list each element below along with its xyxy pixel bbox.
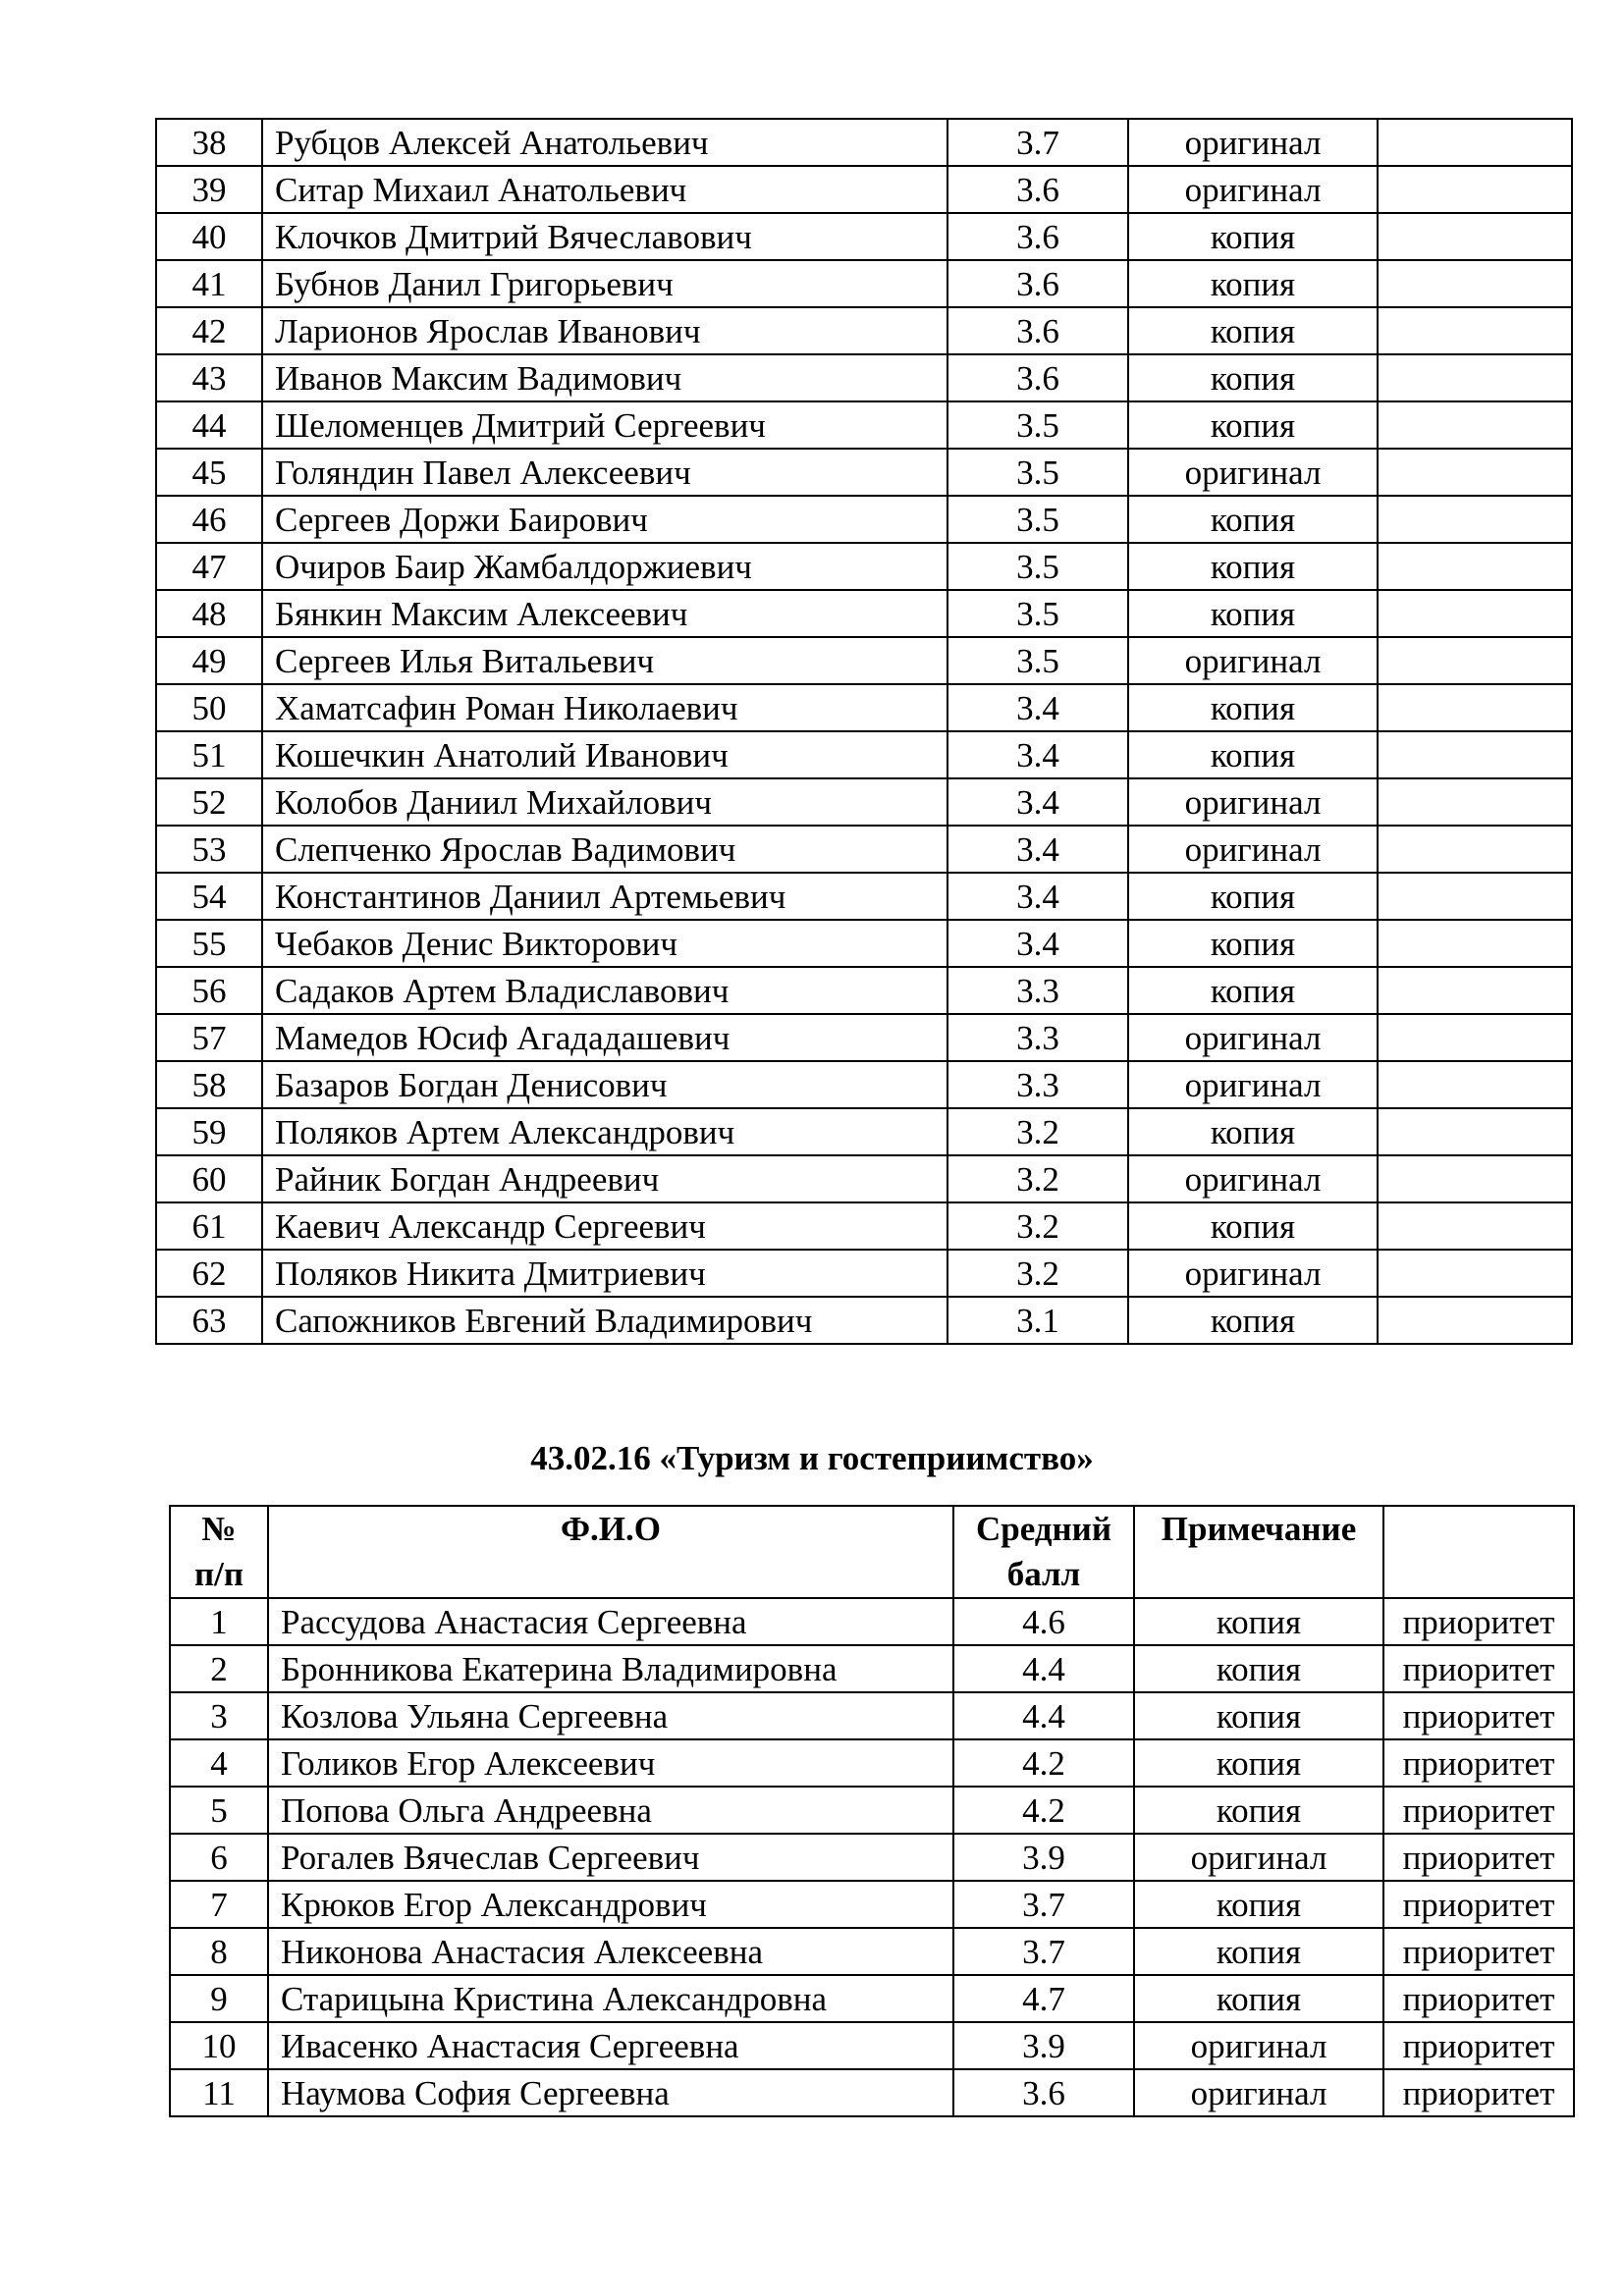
row-number: 56 <box>156 967 262 1014</box>
average-score: 3.6 <box>947 166 1128 213</box>
row-number: 57 <box>156 1014 262 1061</box>
priority-mark <box>1378 401 1572 449</box>
table-row <box>156 119 1572 166</box>
tourism-table-body <box>170 1598 1574 2116</box>
priority-mark <box>1378 1250 1572 1297</box>
full-name: Сергеев Илья Витальевич <box>262 637 947 684</box>
table-row <box>170 1645 1574 1692</box>
full-name: Старицына Кристина Александровна <box>268 1975 953 2022</box>
average-score: 3.6 <box>947 260 1128 307</box>
average-score: 3.7 <box>947 119 1128 166</box>
section-title: 43.02.16 «Туризм и гостеприимство» <box>530 1439 1094 1477</box>
average-score: 3.5 <box>947 543 1128 590</box>
document-note: оригинал <box>1134 1834 1383 1881</box>
full-name: Бубнов Данил Григорьевич <box>262 260 947 307</box>
table-row <box>156 637 1572 684</box>
full-name: Попова Ольга Андреевна <box>268 1787 953 1834</box>
full-name: Голиков Егор Алексеевич <box>268 1739 953 1787</box>
priority-mark <box>1378 590 1572 637</box>
document-note: оригинал <box>1128 166 1378 213</box>
average-score: 4.2 <box>953 1787 1134 1834</box>
priority-mark <box>1378 543 1572 590</box>
table-header <box>170 1506 1574 1598</box>
document-note: копия <box>1128 873 1378 920</box>
row-number: 40 <box>156 213 262 260</box>
row-number: 5 <box>170 1787 268 1834</box>
full-name: Чебаков Денис Викторович <box>262 920 947 967</box>
priority-mark: приоритет <box>1383 1881 1574 1928</box>
full-name: Рогалев Вячеслав Сергеевич <box>268 1834 953 1881</box>
document-note: копия <box>1134 1787 1383 1834</box>
priority-mark <box>1378 873 1572 920</box>
priority-mark <box>1378 637 1572 684</box>
document-note: копия <box>1134 1645 1383 1692</box>
table-row <box>156 307 1572 354</box>
average-score: 3.5 <box>947 590 1128 637</box>
priority-mark <box>1378 119 1572 166</box>
table-row <box>156 873 1572 920</box>
full-name: Рубцов Алексей Анатольевич <box>262 119 947 166</box>
table-row <box>170 1739 1574 1787</box>
average-score: 4.2 <box>953 1739 1134 1787</box>
table-row <box>156 1155 1572 1202</box>
table-row <box>156 496 1572 543</box>
row-number: 7 <box>170 1881 268 1928</box>
document-note: копия <box>1128 684 1378 731</box>
document-note: копия <box>1128 496 1378 543</box>
full-name: Садаков Артем Владиславович <box>262 967 947 1014</box>
row-number: 60 <box>156 1155 262 1202</box>
header-name: Ф.И.О <box>268 1506 953 1598</box>
table-row <box>156 1014 1572 1061</box>
row-number: 48 <box>156 590 262 637</box>
document-note: копия <box>1134 1739 1383 1787</box>
average-score: 3.3 <box>947 1014 1128 1061</box>
full-name: Колобов Даниил Михайлович <box>262 778 947 826</box>
average-score: 3.4 <box>947 731 1128 778</box>
table-row <box>170 1834 1574 1881</box>
table-row <box>170 1787 1574 1834</box>
row-number: 44 <box>156 401 262 449</box>
full-name: Ивасенко Анастасия Сергеевна <box>268 2022 953 2069</box>
average-score: 3.7 <box>953 1881 1134 1928</box>
document-note: оригинал <box>1134 2022 1383 2069</box>
header-priority <box>1383 1506 1574 1598</box>
full-name: Иванов Максим Вадимович <box>262 354 947 401</box>
table-row <box>156 684 1572 731</box>
row-number: 59 <box>156 1108 262 1155</box>
average-score: 3.6 <box>953 2069 1134 2116</box>
priority-mark <box>1378 1108 1572 1155</box>
full-name: Рассудова Анастасия Сергеевна <box>268 1598 953 1645</box>
row-number: 6 <box>170 1834 268 1881</box>
document-note: оригинал <box>1134 2069 1383 2116</box>
priority-mark <box>1378 307 1572 354</box>
priority-mark: приоритет <box>1383 1834 1574 1881</box>
row-number: 38 <box>156 119 262 166</box>
priority-mark <box>1378 778 1572 826</box>
full-name: Бронникова Екатерина Владимировна <box>268 1645 953 1692</box>
table-row <box>156 590 1572 637</box>
full-name: Очиров Баир Жамбалдоржиевич <box>262 543 947 590</box>
priority-mark <box>1378 496 1572 543</box>
row-number: 49 <box>156 637 262 684</box>
document-note: копия <box>1128 967 1378 1014</box>
table-row <box>156 778 1572 826</box>
full-name: Кошечкин Анатолий Иванович <box>262 731 947 778</box>
table-row <box>170 2022 1574 2069</box>
average-score: 3.2 <box>947 1108 1128 1155</box>
average-score: 3.5 <box>947 449 1128 496</box>
average-score: 3.2 <box>947 1155 1128 1202</box>
priority-mark <box>1378 213 1572 260</box>
full-name: Ситар Михаил Анатольевич <box>262 166 947 213</box>
full-name: Шеломенцев Дмитрий Сергеевич <box>262 401 947 449</box>
average-score: 3.5 <box>947 496 1128 543</box>
row-number: 51 <box>156 731 262 778</box>
average-score: 4.7 <box>953 1975 1134 2022</box>
average-score: 3.6 <box>947 213 1128 260</box>
row-number: 39 <box>156 166 262 213</box>
document-note: копия <box>1128 213 1378 260</box>
table-row <box>170 1598 1574 1645</box>
document-note: копия <box>1128 260 1378 307</box>
header-score: Средний балл <box>953 1506 1134 1598</box>
full-name: Поляков Никита Дмитриевич <box>262 1250 947 1297</box>
priority-mark <box>1378 260 1572 307</box>
row-number: 3 <box>170 1692 268 1739</box>
row-number: 50 <box>156 684 262 731</box>
full-name: Райник Богдан Андреевич <box>262 1155 947 1202</box>
table-row <box>156 543 1572 590</box>
row-number: 11 <box>170 2069 268 2116</box>
document-note: оригинал <box>1128 778 1378 826</box>
row-number: 58 <box>156 1061 262 1108</box>
average-score: 3.4 <box>947 920 1128 967</box>
table-row <box>170 1881 1574 1928</box>
priority-mark: приоритет <box>1383 1598 1574 1645</box>
row-number: 55 <box>156 920 262 967</box>
average-score: 3.4 <box>947 873 1128 920</box>
document-note: копия <box>1128 354 1378 401</box>
priority-mark <box>1378 354 1572 401</box>
document-note: копия <box>1134 1692 1383 1739</box>
table-row <box>170 1975 1574 2022</box>
row-number: 61 <box>156 1202 262 1250</box>
applicants-table-continued <box>155 118 1573 1345</box>
average-score: 3.3 <box>947 1061 1128 1108</box>
average-score: 4.4 <box>953 1645 1134 1692</box>
document-note: копия <box>1128 401 1378 449</box>
row-number: 1 <box>170 1598 268 1645</box>
average-score: 3.9 <box>953 1834 1134 1881</box>
full-name: Клочков Дмитрий Вячеславович <box>262 213 947 260</box>
document-note: копия <box>1134 1975 1383 2022</box>
applicants-table-body <box>156 119 1572 1344</box>
full-name: Сапожников Евгений Владимирович <box>262 1297 947 1344</box>
row-number: 8 <box>170 1928 268 1975</box>
row-number: 52 <box>156 778 262 826</box>
document-note: копия <box>1128 590 1378 637</box>
full-name: Крюков Егор Александрович <box>268 1881 953 1928</box>
full-name: Голяндин Павел Алексеевич <box>262 449 947 496</box>
priority-mark: приоритет <box>1383 1692 1574 1739</box>
table-row <box>156 401 1572 449</box>
full-name: Базаров Богдан Денисович <box>262 1061 947 1108</box>
priority-mark <box>1378 967 1572 1014</box>
full-name: Каевич Александр Сергеевич <box>262 1202 947 1250</box>
average-score: 3.2 <box>947 1250 1128 1297</box>
header-row <box>170 1506 1574 1598</box>
average-score: 3.3 <box>947 967 1128 1014</box>
table-row <box>156 731 1572 778</box>
priority-mark: приоритет <box>1383 1739 1574 1787</box>
table-row <box>156 166 1572 213</box>
average-score: 3.6 <box>947 354 1128 401</box>
header-note: Примечание <box>1134 1506 1383 1598</box>
priority-mark <box>1378 166 1572 213</box>
row-number: 43 <box>156 354 262 401</box>
row-number: 42 <box>156 307 262 354</box>
priority-mark <box>1378 1061 1572 1108</box>
priority-mark <box>1378 826 1572 873</box>
table-row <box>156 920 1572 967</box>
table-row <box>156 354 1572 401</box>
row-number: 10 <box>170 2022 268 2069</box>
full-name: Константинов Даниил Артемьевич <box>262 873 947 920</box>
priority-mark <box>1378 731 1572 778</box>
document-note: оригинал <box>1128 119 1378 166</box>
table-row <box>170 1692 1574 1739</box>
table-row <box>156 1108 1572 1155</box>
priority-mark <box>1378 684 1572 731</box>
average-score: 3.4 <box>947 826 1128 873</box>
document-note: оригинал <box>1128 1061 1378 1108</box>
full-name: Козлова Ульяна Сергеевна <box>268 1692 953 1739</box>
average-score: 3.4 <box>947 684 1128 731</box>
row-number: 2 <box>170 1645 268 1692</box>
priority-mark <box>1378 1202 1572 1250</box>
priority-mark: приоритет <box>1383 1928 1574 1975</box>
table-row <box>156 1250 1572 1297</box>
document-note: копия <box>1134 1598 1383 1645</box>
table-row <box>156 449 1572 496</box>
priority-mark <box>1378 1014 1572 1061</box>
document-note: копия <box>1128 731 1378 778</box>
full-name: Мамедов Юсиф Агададашевич <box>262 1014 947 1061</box>
row-number: 9 <box>170 1975 268 2022</box>
document-note: копия <box>1134 1928 1383 1975</box>
priority-mark <box>1378 449 1572 496</box>
table-row <box>156 1061 1572 1108</box>
document-note: копия <box>1128 543 1378 590</box>
document-note: копия <box>1128 1297 1378 1344</box>
priority-mark <box>1378 1155 1572 1202</box>
row-number: 41 <box>156 260 262 307</box>
tourism-applicants-table <box>169 1505 1575 2117</box>
document-note: оригинал <box>1128 826 1378 873</box>
full-name: Слепченко Ярослав Вадимович <box>262 826 947 873</box>
average-score: 3.2 <box>947 1202 1128 1250</box>
priority-mark <box>1378 920 1572 967</box>
priority-mark: приоритет <box>1383 1645 1574 1692</box>
row-number: 53 <box>156 826 262 873</box>
document-note: копия <box>1134 1881 1383 1928</box>
priority-mark: приоритет <box>1383 1787 1574 1834</box>
full-name: Поляков Артем Александрович <box>262 1108 947 1155</box>
average-score: 4.6 <box>953 1598 1134 1645</box>
full-name: Ларионов Ярослав Иванович <box>262 307 947 354</box>
document-note: копия <box>1128 1108 1378 1155</box>
document-note: оригинал <box>1128 1155 1378 1202</box>
document-note: копия <box>1128 920 1378 967</box>
row-number: 54 <box>156 873 262 920</box>
document-note: копия <box>1128 307 1378 354</box>
header-num: № п/п <box>170 1506 268 1598</box>
table-row <box>156 826 1572 873</box>
full-name: Бянкин Максим Алексеевич <box>262 590 947 637</box>
priority-mark: приоритет <box>1383 2069 1574 2116</box>
average-score: 3.9 <box>953 2022 1134 2069</box>
average-score: 3.4 <box>947 778 1128 826</box>
table-row <box>170 2069 1574 2116</box>
full-name: Никонова Анастасия Алексеевна <box>268 1928 953 1975</box>
full-name: Наумова София Сергеевна <box>268 2069 953 2116</box>
full-name: Хаматсафин Роман Николаевич <box>262 684 947 731</box>
table-row <box>156 213 1572 260</box>
document-note: оригинал <box>1128 637 1378 684</box>
table-row <box>156 1202 1572 1250</box>
average-score: 3.5 <box>947 637 1128 684</box>
document-note: копия <box>1128 1202 1378 1250</box>
document-note: оригинал <box>1128 1250 1378 1297</box>
average-score: 3.7 <box>953 1928 1134 1975</box>
row-number: 47 <box>156 543 262 590</box>
document-note: оригинал <box>1128 1014 1378 1061</box>
table-row <box>156 1297 1572 1344</box>
row-number: 45 <box>156 449 262 496</box>
average-score: 3.6 <box>947 307 1128 354</box>
table-row <box>156 260 1572 307</box>
full-name: Сергеев Доржи Баирович <box>262 496 947 543</box>
row-number: 63 <box>156 1297 262 1344</box>
row-number: 4 <box>170 1739 268 1787</box>
average-score: 4.4 <box>953 1692 1134 1739</box>
table-row <box>156 967 1572 1014</box>
document-note: оригинал <box>1128 449 1378 496</box>
table-row <box>170 1928 1574 1975</box>
priority-mark: приоритет <box>1383 2022 1574 2069</box>
row-number: 46 <box>156 496 262 543</box>
row-number: 62 <box>156 1250 262 1297</box>
average-score: 3.1 <box>947 1297 1128 1344</box>
priority-mark <box>1378 1297 1572 1344</box>
priority-mark: приоритет <box>1383 1975 1574 2022</box>
average-score: 3.5 <box>947 401 1128 449</box>
